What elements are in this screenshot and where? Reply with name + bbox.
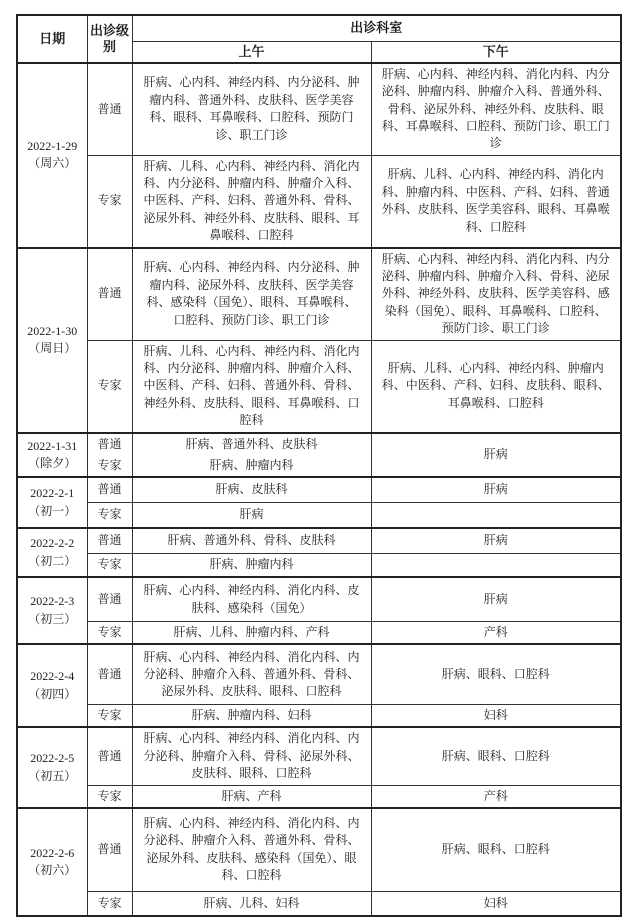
header-dept-group: 出诊科室: [132, 15, 621, 41]
general-am-depts: 肝病、普通外科、皮肤科: [132, 433, 371, 455]
date-cell: [17, 433, 87, 478]
general-pm-depts: 肝病、眼科、口腔科: [371, 644, 621, 704]
date-text: 2022-2-5: [30, 751, 75, 766]
expert-pm-depts: 妇科: [371, 891, 621, 916]
general-am-depts: 肝病、皮肤科: [132, 477, 371, 502]
level-expert: 专家: [87, 455, 132, 477]
general-pm-depts: 肝病: [371, 528, 621, 553]
date-cell: [17, 528, 87, 577]
day-label: （初二）: [28, 553, 77, 568]
general-pm-depts: 肝病: [371, 477, 621, 502]
general-pm-depts: 肝病、心内科、神经内科、消化内科、内分泌科、肿瘤内科、肿瘤介入科、骨科、泌尿外科、神经外科、皮肤科、医学美容科、感染科（国免）、眼科、耳鼻喉科、口腔科、预防门诊、职工门诊: [371, 248, 621, 340]
date-text: 2022-2-4: [30, 669, 75, 684]
level-expert: 专家: [87, 621, 132, 644]
outpatient-schedule-table: [16, 14, 622, 917]
date-text: 2022-2-3: [30, 594, 75, 609]
expert-pm-depts: 妇科: [371, 704, 621, 727]
date-text: 2022-2-1: [30, 486, 75, 501]
header-morning: 上午: [132, 41, 371, 63]
general-pm-depts: 肝病、眼科、口腔科: [371, 727, 621, 785]
schedule-page: [0, 14, 640, 910]
date-cell: [17, 644, 87, 727]
expert-pm-depts: [371, 553, 621, 577]
date-cell: [17, 577, 87, 644]
expert-pm-depts: 产科: [371, 621, 621, 644]
general-pm-depts: 肝病、心内科、神经内科、消化内科、内分泌科、肿瘤内科、肿瘤介入科、普通外科、骨科、泌尿外科、神经外科、皮肤科、眼科、耳鼻喉科、口腔科、预防门诊、职工门诊: [371, 63, 621, 155]
date-text: 2022-1-31: [27, 438, 78, 453]
date-cell: [17, 248, 87, 433]
day-label: （初六）: [28, 863, 77, 878]
level-expert: 专家: [87, 340, 132, 432]
general-am-depts: 肝病、心内科、神经内科、消化内科、内分泌科、肿瘤介入科、骨科、泌尿外科、皮肤科、眼科、口腔科: [132, 727, 371, 785]
level-general: 普通: [87, 528, 132, 553]
general-am-depts: 肝病、心内科、神经内科、内分泌科、肿瘤内科、普通外科、皮肤科、医学美容科、眼科、耳鼻喉科、口腔科、预防门诊、职工门诊: [132, 63, 371, 155]
expert-am-depts: 肝病、儿科、肿瘤内科、产科: [132, 621, 371, 644]
general-am-depts: 肝病、心内科、神经内科、消化内科、内分泌科、肿瘤介入科、普通外科、骨科、泌尿外科、皮肤科、感染科（国免）、眼科、口腔科: [132, 808, 371, 891]
level-expert: 专家: [87, 891, 132, 916]
date-text: 2022-1-29: [27, 138, 78, 153]
expert-am-depts: 肝病、产科: [132, 785, 371, 808]
general-am-depts: 肝病、心内科、神经内科、内分泌科、肿瘤内科、泌尿外科、皮肤科、医学美容科、感染科（国免）、眼科、耳鼻喉科、口腔科、预防门诊、职工门诊: [132, 248, 371, 340]
header-level: 出诊级别: [87, 15, 132, 63]
expert-am-depts: 肝病、儿科、心内科、神经内科、消化内科、内分泌科、肿瘤内科、肿瘤介入科、中医科、产科、妇科、普通外科、骨科、泌尿外科、神经外科、皮肤科、眼科、耳鼻喉科、口腔科: [132, 155, 371, 247]
general-am-depts: 肝病、心内科、神经内科、消化内科、内分泌科、肿瘤介入科、普通外科、骨科、泌尿外科、皮肤科、眼科、口腔科: [132, 644, 371, 704]
date-text: 2022-2-6: [30, 845, 75, 860]
level-general: 普通: [87, 577, 132, 621]
level-expert: 专家: [87, 704, 132, 727]
level-general: 普通: [87, 477, 132, 502]
level-expert: 专家: [87, 502, 132, 528]
level-general: 普通: [87, 433, 132, 455]
header-date: 日期: [17, 15, 87, 63]
expert-pm-depts: [371, 502, 621, 528]
date-cell: [17, 808, 87, 916]
date-cell: [17, 477, 87, 528]
day-label: （除夕）: [28, 455, 77, 470]
level-general: 普通: [87, 727, 132, 785]
level-expert: 专家: [87, 785, 132, 808]
date-text: 2022-1-30: [27, 323, 78, 338]
header-afternoon: 下午: [371, 41, 621, 63]
general-am-depts: 肝病、心内科、神经内科、消化内科、皮肤科、感染科（国免）: [132, 577, 371, 621]
expert-am-depts: 肝病、儿科、心内科、神经内科、消化内科、内分泌科、肿瘤内科、肿瘤介入科、中医科、产科、妇科、普通外科、骨科、神经外科、皮肤科、眼科、耳鼻喉科、口腔科: [132, 340, 371, 432]
expert-am-depts: 肝病、儿科、妇科: [132, 891, 371, 916]
level-general: 普通: [87, 808, 132, 891]
general-am-depts: 肝病、普通外科、骨科、皮肤科: [132, 528, 371, 553]
expert-am-depts: 肝病、肿瘤内科: [132, 553, 371, 577]
day-label: （初四）: [28, 686, 77, 701]
date-cell: [17, 63, 87, 248]
level-expert: 专家: [87, 553, 132, 577]
general-pm-depts: 肝病、眼科、口腔科: [371, 808, 621, 891]
expert-pm-depts: 肝病、儿科、心内科、神经内科、肿瘤内科、中医科、产科、妇科、皮肤科、眼科、耳鼻喉科、口腔科: [371, 340, 621, 432]
level-expert: 专家: [87, 155, 132, 247]
level-general: 普通: [87, 644, 132, 704]
day-label: （初五）: [28, 768, 77, 783]
expert-am-depts: 肝病: [132, 502, 371, 528]
expert-pm-depts: 肝病、儿科、心内科、神经内科、消化内科、肿瘤内科、中医科、产科、妇科、普通外科、皮肤科、医学美容科、眼科、耳鼻喉科、口腔科: [371, 155, 621, 247]
day-label: （初三）: [28, 611, 77, 626]
day-label: （周日）: [28, 341, 77, 356]
day-label: （周六）: [28, 156, 77, 171]
general-pm-depts: 肝病: [371, 577, 621, 621]
level-general: 普通: [87, 248, 132, 340]
expert-pm-depts: 产科: [371, 785, 621, 808]
day-label: （初一）: [28, 503, 77, 518]
date-text: 2022-2-2: [30, 536, 75, 551]
merged-pm-depts: 肝病: [371, 433, 621, 478]
date-cell: [17, 727, 87, 808]
expert-am-depts: 肝病、肿瘤内科、妇科: [132, 704, 371, 727]
expert-am-depts: 肝病、肿瘤内科: [132, 455, 371, 477]
level-general: 普通: [87, 63, 132, 155]
